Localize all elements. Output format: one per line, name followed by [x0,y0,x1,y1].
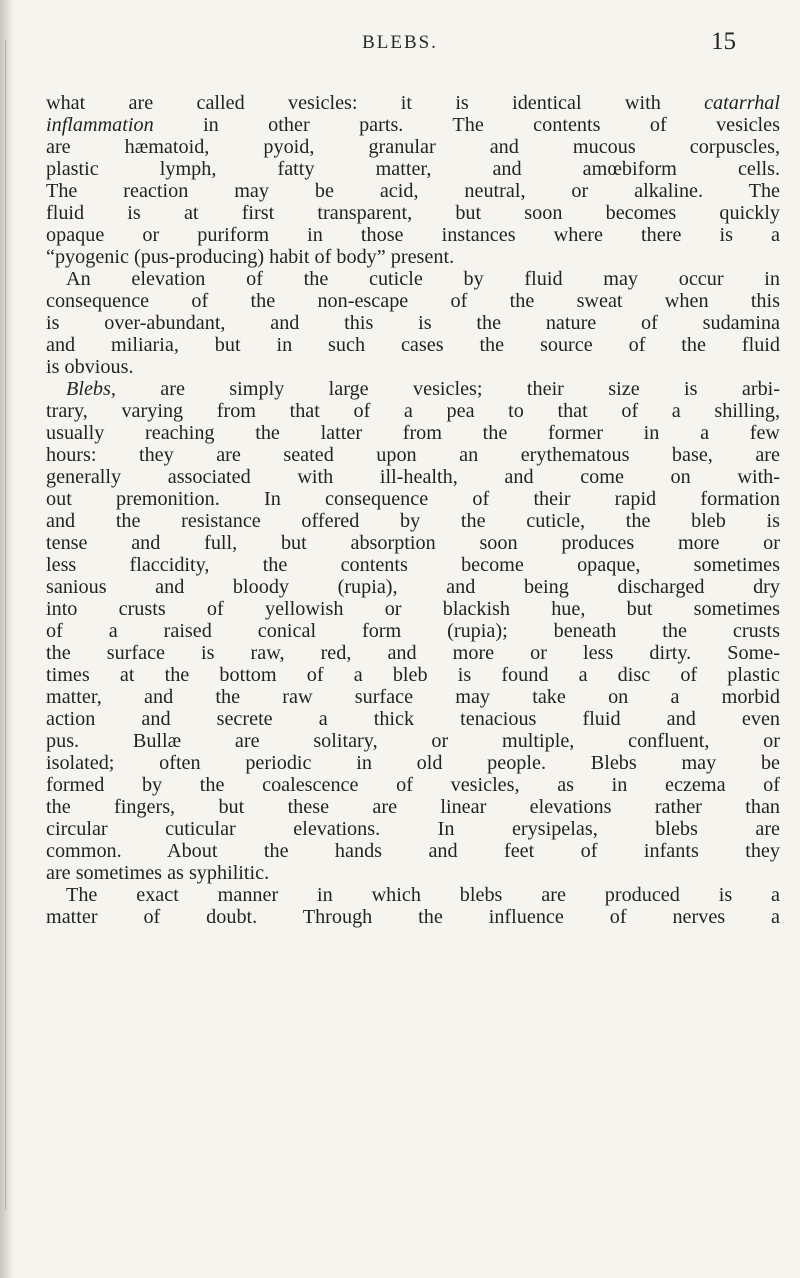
text-segment: hours: they are seated upon an erythematous base, are [46,444,780,466]
text-segment: generally associated with ill-health, and come on with- [46,466,780,488]
body-text [46,92,780,928]
text-line [46,532,780,554]
text-segment: The exact manner in which blebs are produced is a [66,884,780,906]
binding-margin-line [5,40,6,1210]
text-line [46,334,780,356]
running-title: BLEBS. [362,32,438,53]
text-segment: what are called vesicles: it is identical with [46,92,705,114]
text-line [46,884,780,906]
text-segment: formed by the coalescence of vesicles, as in eczema of [46,774,780,796]
text-segment: out premonition. In consequence of their rapid formation [46,488,780,510]
text-line [46,290,780,312]
text-segment: pus. Bullæ are solitary, or multiple, confluent, or [46,730,780,752]
text-segment: sanious and bloody (rupia), and being discharged dry [46,576,780,598]
text-line [46,114,780,136]
text-segment: usually reaching the latter from the former in a few [46,422,780,444]
text-line [46,378,780,400]
text-segment: An elevation of the cuticle by fluid may occur in [66,268,780,290]
text-line [46,268,780,290]
text-line [46,598,780,620]
text-line [46,664,780,686]
text-segment: into crusts of yellowish or blackish hue, but sometimes [46,598,780,620]
text-segment: trary, varying from that of a pea to that of a shilling, [46,400,780,422]
binding-shadow [0,0,14,1278]
text-line [46,92,780,114]
text-line [46,466,780,488]
text-segment: The reaction may be acid, neutral, or alkaline. The [46,180,780,202]
text-segment: times at the bottom of a bleb is found a disc of plastic [46,664,780,686]
text-line [46,158,780,180]
text-line [46,246,780,268]
text-segment: tense and full, but absorption soon produces more or [46,532,780,554]
italic-segment: inflammation [46,114,154,136]
text-line [46,840,780,862]
text-line [46,202,780,224]
text-line [46,312,780,334]
text-line [46,642,780,664]
text-line [46,620,780,642]
text-segment: are hæmatoid, pyoid, granular and mucous corpuscles, [46,136,780,158]
text-segment: the surface is raw, red, and more or less dirty. Some- [46,642,780,664]
text-segment: is over-abundant, and this is the nature of sudamina [46,312,780,334]
text-segment: the fingers, but these are linear elevations rather than [46,796,780,818]
text-segment: consequence of the non-escape of the sweat when this [46,290,780,312]
text-line [46,708,780,730]
text-segment: and miliaria, but in such cases the source of the fluid [46,334,780,356]
text-line [46,730,780,752]
text-line [46,400,780,422]
text-segment: action and secrete a thick tenacious fluid and even [46,708,780,730]
text-line [46,356,780,378]
text-line [46,554,780,576]
text-segment: less flaccidity, the contents become opaque, sometimes [46,554,780,576]
text-segment: circular cuticular elevations. In erysipelas, blebs are [46,818,780,840]
italic-segment: catarrhal [704,92,780,114]
text-line [46,422,780,444]
text-segment: of a raised conical form (rupia); beneath the crusts [46,620,780,642]
text-line [46,510,780,532]
text-line [46,818,780,840]
text-line [46,752,780,774]
page-number: 15 [711,28,736,55]
text-line [46,906,780,928]
text-segment: in other parts. The contents of vesicles [153,114,780,136]
text-line [46,488,780,510]
text-segment: common. About the hands and feet of infants they [46,840,780,862]
italic-segment: Blebs, [66,378,116,400]
text-segment: fluid is at first transparent, but soon becomes quickly [46,202,780,224]
text-segment: matter, and the raw surface may take on a morbid [46,686,780,708]
text-line [46,180,780,202]
text-segment: are sometimes as syphilitic. [46,862,270,884]
text-line [46,444,780,466]
text-segment: isolated; often periodic in old people. Blebs may be [46,752,780,774]
text-line [46,686,780,708]
text-segment: opaque or puriform in those instances where there is a [46,224,780,246]
text-segment: matter of doubt. Through the influence of nerves a [46,906,780,928]
text-line [46,774,780,796]
text-segment: are simply large vesicles; their size is arbi- [115,378,780,400]
text-segment: “pyogenic (pus-producing) habit of body” present. [46,246,455,268]
running-head [0,28,800,62]
text-line [46,136,780,158]
text-line [46,224,780,246]
text-segment: and the resistance offered by the cuticle, the bleb is [46,510,780,532]
text-line [46,862,780,884]
text-segment: is obvious. [46,356,134,378]
text-segment: plastic lymph, fatty matter, and amœbiform cells. [46,158,780,180]
text-line [46,576,780,598]
text-line [46,796,780,818]
